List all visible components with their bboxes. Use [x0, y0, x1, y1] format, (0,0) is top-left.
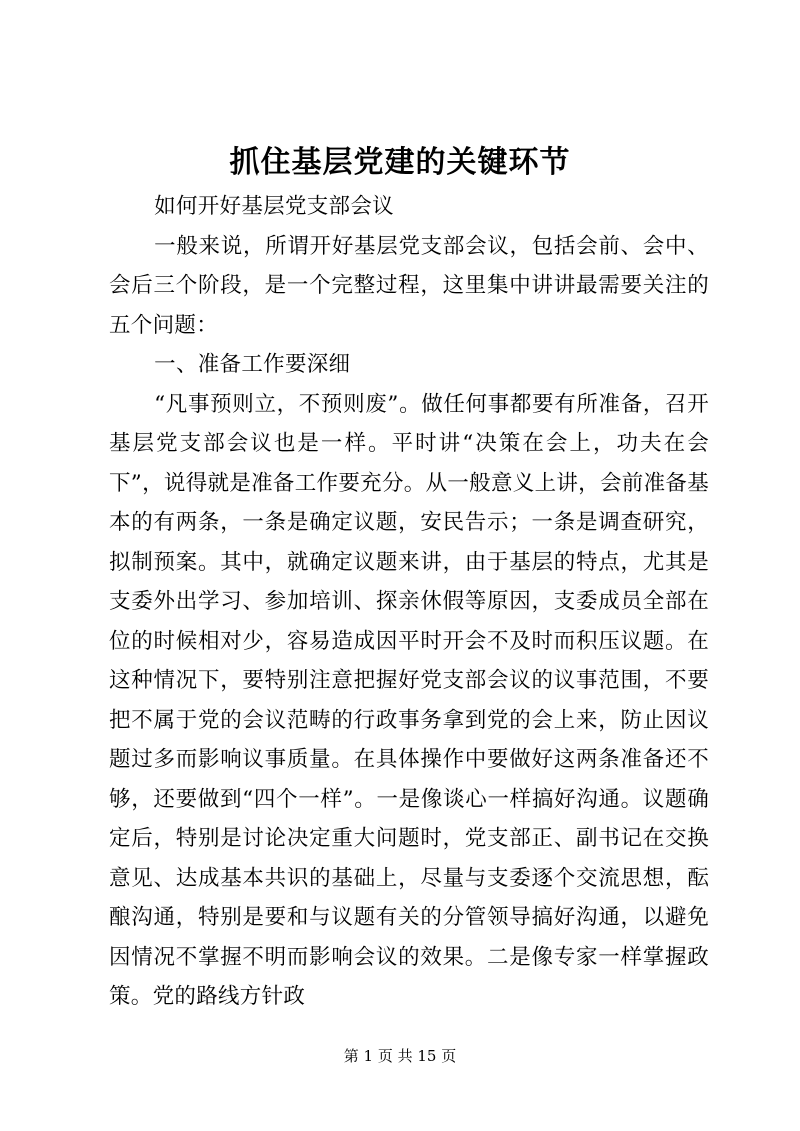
page-number-footer: 第 1 页 共 15 页: [343, 1047, 457, 1065]
page-title: 抓住基层党建的关键环节: [229, 145, 571, 180]
subsection-heading: 一、准备工作要深细: [154, 352, 351, 377]
document-body: [109, 187, 709, 1017]
section-heading: 如何开好基层党支部会议: [154, 194, 394, 219]
body-paragraph: 一般来说，所谓开好基层党支部会议，包括会前、会中、会后三个阶段，是一个完整过程，这里集中讲讲最需要关注的五个问题：: [109, 233, 709, 338]
body-paragraph: “凡事预则立，不预则废”。做任何事都要有所准备，召开基层党支部会议也是一样。平时讲“决策在会上，功夫在会下”，说得就是准备工作要充分。从一般意义上讲，会前准备基本的有两条，一条是确定议题，安民告示；一条是调查研究，拟制预案。其中，就确定议题来讲，由于基层的特点，尤其是支委外出学习、参加培训、探亲休假等原因，支委成员全部在位的时候相对少，容易造成因平时开会不及时而积压议题。在这种情况下，要特别注意把握好党支部会议的议事范围，不要把不属于党的会议范畴的行政事务拿到党的会上来，防止因议题过多而影响议事质量。在具体操作中要做好这两条准备还不够，还要做到“四个一样”。一是像谈心一样搞好沟通。议题确定后，特别是讨论决定重大问题时，党支部正、副书记在交换意见、达成基本共识的基础上，尽量与支委逐个交流思想，酝酿沟通，特别是要和与议题有关的分管领导搞好沟通，以避免因情况不掌握不明而影响会议的效果。二是像专家一样掌握政策。党的路线方针政: [109, 391, 709, 1009]
